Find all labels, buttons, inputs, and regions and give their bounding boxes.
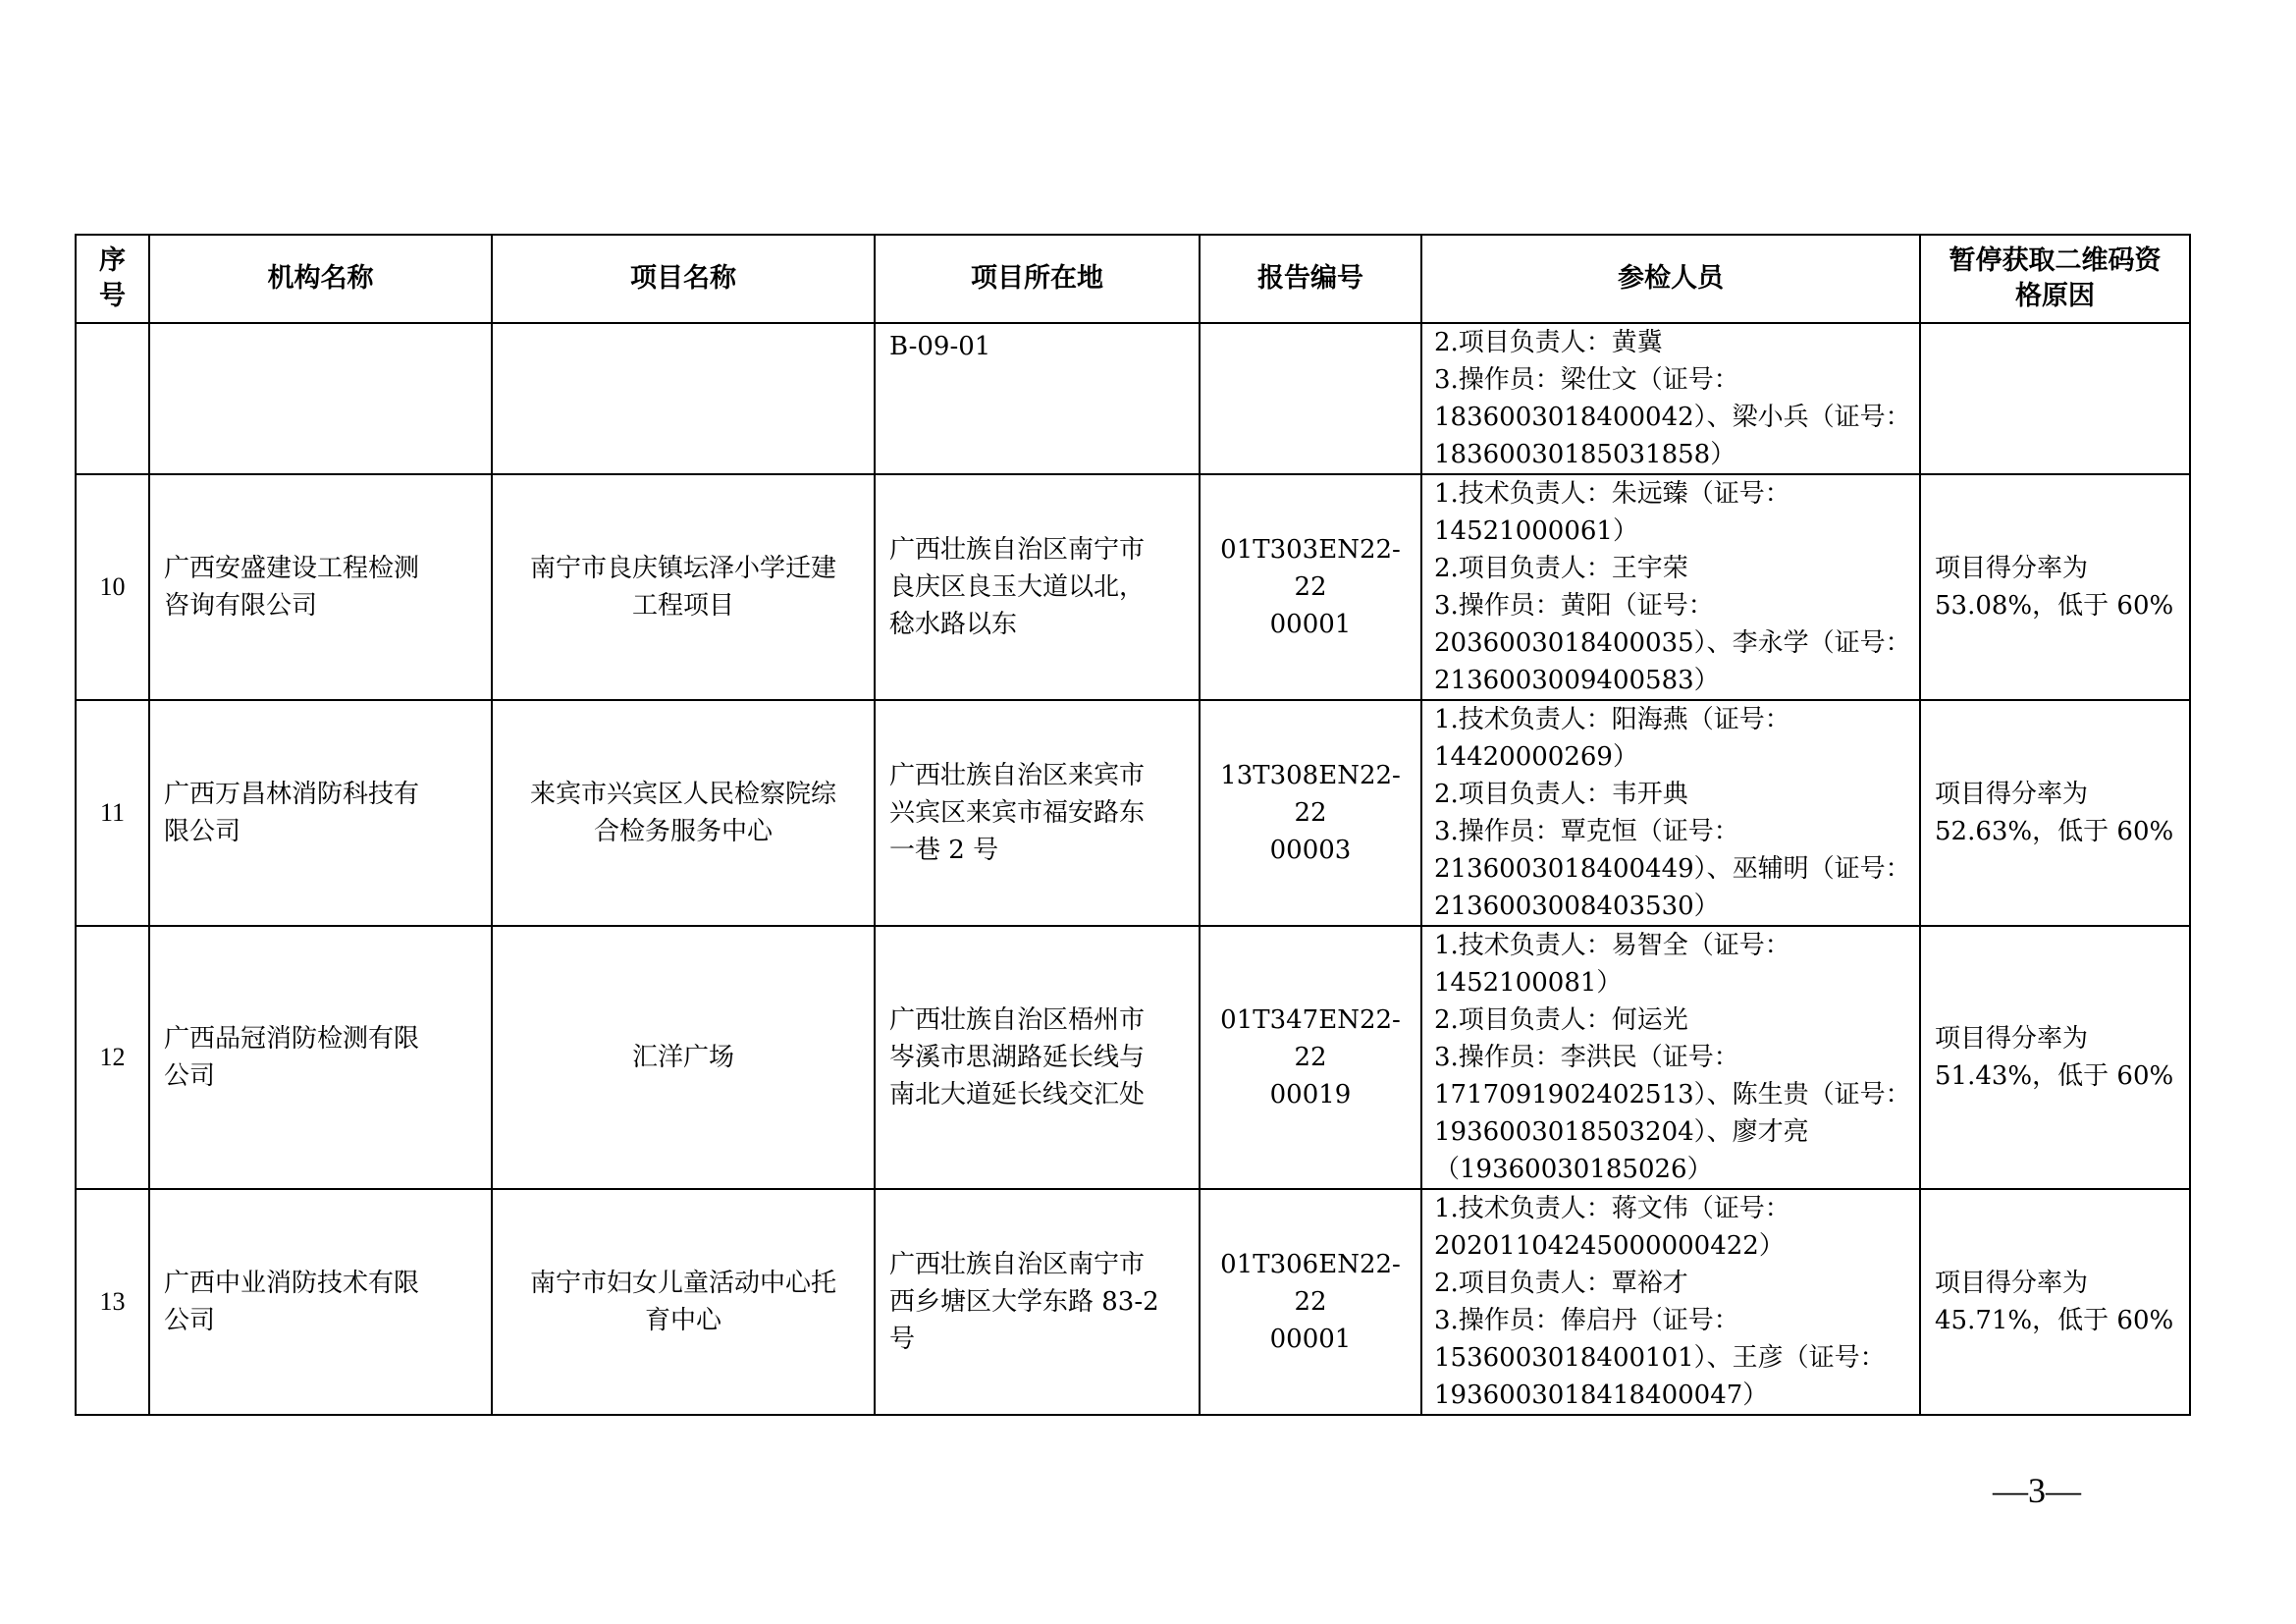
- row-project: [492, 323, 875, 474]
- row-location: B-09-01: [875, 323, 1200, 474]
- row-reason: 项目得分率为 45.71%，低于 60%: [1920, 1189, 2190, 1415]
- row-reason: 项目得分率为 51.43%，低于 60%: [1920, 926, 2190, 1189]
- row-index: 10: [76, 474, 149, 700]
- row-index: [76, 323, 149, 474]
- row-index: 13: [76, 1189, 149, 1415]
- row-location: 广西壮族自治区南宁市 良庆区良玉大道以北， 稔水路以东: [875, 474, 1200, 700]
- table-row: [76, 926, 2190, 1189]
- header-index: 序 号: [76, 235, 149, 323]
- header-report-no: 报告编号: [1200, 235, 1421, 323]
- row-report-no: 01T306EN22-22 00001: [1200, 1189, 1421, 1415]
- row-staff: 1.技术负责人：蒋文伟（证号： 20201104245000000422） 2.项目负责人：覃裕才 3.操作员：俸启丹（证号： 1536003018400101）、王彦（证号： 1936003018418400047）: [1421, 1189, 1920, 1415]
- row-project: 南宁市良庆镇坛泽小学迁建 工程项目: [492, 474, 875, 700]
- header-organization: 机构名称: [149, 235, 492, 323]
- row-organization: [149, 323, 492, 474]
- row-location: 广西壮族自治区来宾市 兴宾区来宾市福安路东 一巷 2 号: [875, 700, 1200, 926]
- page-number: —3—: [1993, 1471, 2081, 1510]
- inspection-table: [75, 234, 2191, 1416]
- row-organization: 广西万昌林消防科技有 限公司: [149, 700, 492, 926]
- row-index: 12: [76, 926, 149, 1189]
- row-reason: [1920, 323, 2190, 474]
- row-staff: 1.技术负责人：朱远臻（证号： 14521000061） 2.项目负责人：王宇荣 3.操作员：黄阳（证号： 2036003018400035）、李永学（证号： 2136003009400583）: [1421, 474, 1920, 700]
- row-staff: 1.技术负责人：阳海燕（证号： 14420000269） 2.项目负责人：韦开典 3.操作员：覃克恒（证号： 2136003018400449）、巫辅明（证号： 2136003008403530）: [1421, 700, 1920, 926]
- row-staff: 2.项目负责人：黄冀 3.操作员：梁仕文（证号： 1836003018400042）、梁小兵（证号： 18360030185031858）: [1421, 323, 1920, 474]
- header-reason: 暂停获取二维码资 格原因: [1920, 235, 2190, 323]
- row-reason: 项目得分率为 52.63%，低于 60%: [1920, 700, 2190, 926]
- table-row: [76, 1189, 2190, 1415]
- row-organization: 广西中业消防技术有限 公司: [149, 1189, 492, 1415]
- header-project: 项目名称: [492, 235, 875, 323]
- row-project: 南宁市妇女儿童活动中心托 育中心: [492, 1189, 875, 1415]
- row-report-no: 01T347EN22-22 00019: [1200, 926, 1421, 1189]
- row-location: 广西壮族自治区梧州市 岑溪市思湖路延长线与 南北大道延长线交汇处: [875, 926, 1200, 1189]
- table-row: [76, 700, 2190, 926]
- row-organization: 广西品冠消防检测有限 公司: [149, 926, 492, 1189]
- row-staff: 1.技术负责人：易智全（证号： 1452100081） 2.项目负责人：何运光 3.操作员：李洪民（证号： 1717091902402513）、陈生贵（证号： 1936003018503204）、廖才亮 （19360030185026）: [1421, 926, 1920, 1189]
- row-index: 11: [76, 700, 149, 926]
- row-report-no: 13T308EN22-22 00003: [1200, 700, 1421, 926]
- row-project: 汇洋广场: [492, 926, 875, 1189]
- row-report-no: 01T303EN22-22 00001: [1200, 474, 1421, 700]
- row-reason: 项目得分率为 53.08%，低于 60%: [1920, 474, 2190, 700]
- table-row: [76, 323, 2190, 474]
- row-location: 广西壮族自治区南宁市 西乡塘区大学东路 83-2 号: [875, 1189, 1200, 1415]
- table-row: [76, 474, 2190, 700]
- row-organization: 广西安盛建设工程检测 咨询有限公司: [149, 474, 492, 700]
- row-report-no: [1200, 323, 1421, 474]
- header-location: 项目所在地: [875, 235, 1200, 323]
- header-staff: 参检人员: [1421, 235, 1920, 323]
- row-project: 来宾市兴宾区人民检察院综 合检务服务中心: [492, 700, 875, 926]
- table-header-row: [76, 235, 2190, 323]
